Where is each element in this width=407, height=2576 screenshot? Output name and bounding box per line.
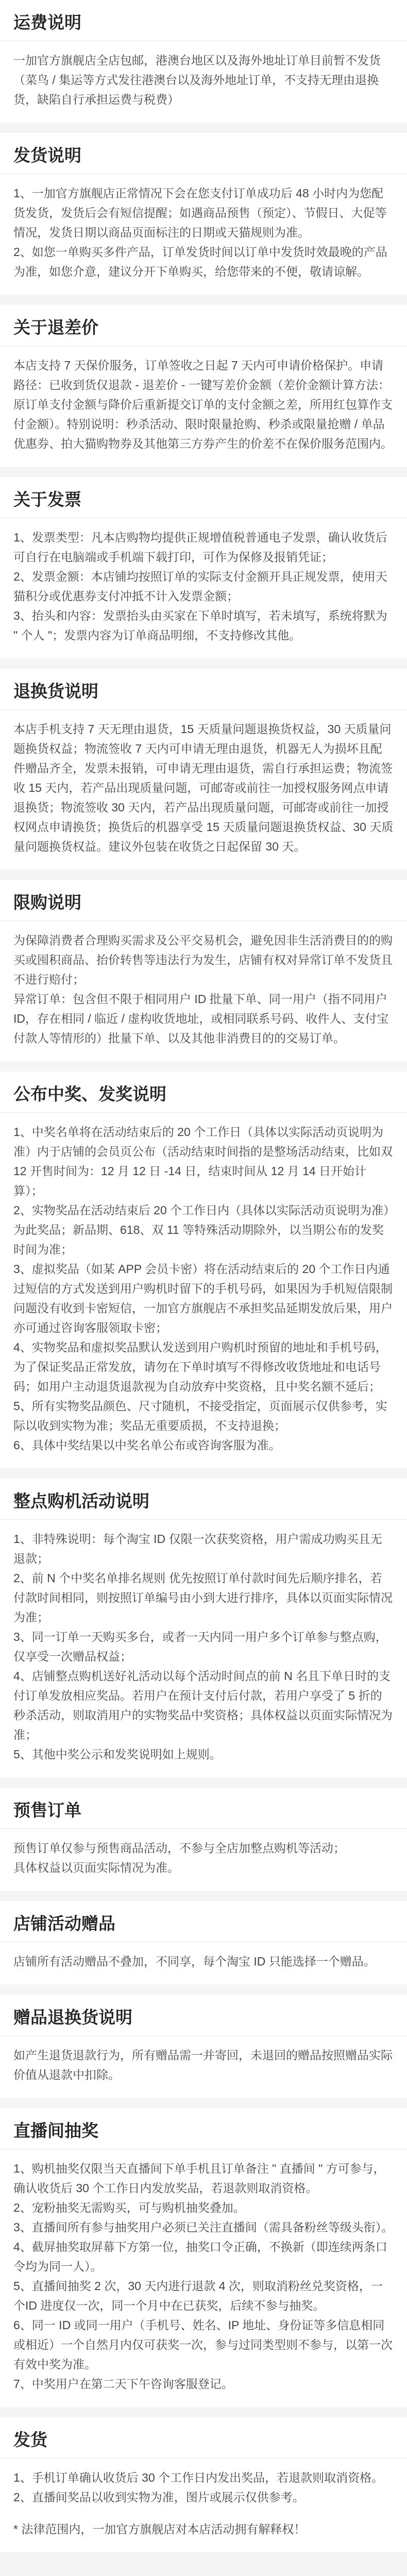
policy-section: [0, 669, 407, 870]
section-title: 退换货说明: [0, 669, 407, 710]
section-paragraph: 2、实物奖品在活动结束后 20 个工作日内（具体以实际活动页说明为准）为此奖品；新品期、618、双 11 等特殊活动期除外，以当期公布的发奖时间为准；: [13, 1204, 389, 1256]
policy-section: [0, 477, 407, 658]
section-title: 关于退差价: [0, 305, 407, 346]
section-title: 公布中奖、发奖说明: [0, 1072, 407, 1113]
section-paragraph: 一加官方旗舰店全店包邮，港澳台地区以及海外地址订单目前暂不发货（菜鸟 / 集运等方式发往港澳台以及海外地址订单，不支持无理由退换货，缺陷自行承担运费与税费）: [13, 54, 381, 106]
section-paragraph: 7、中奖用户在第二天下午咨询客服登记。: [13, 2377, 233, 2391]
section-paragraph: 具体权益以页面实际情况为准。: [13, 1861, 179, 1874]
section-paragraph: 2、发票金额：本店铺均按照订单的实际支付金额开具正规发票，使用天猫积分或优惠券支付冲抵不计入发票金额；: [13, 570, 387, 603]
section-body: [0, 2036, 407, 2098]
section-title: 发货说明: [0, 133, 407, 174]
section-title: 限购说明: [0, 880, 407, 921]
footnote: * 法律范围内，一加官方旗舰店对本店活动拥有解释权！: [13, 2522, 306, 2536]
section-paragraph: 为保障消费者合理购买需求及公平交易机会，避免因非生活消费目的的购买或囤积商品、抬价转售等违法行为发生，店铺有权对异常订单不发货且不进行赔付；: [13, 934, 393, 986]
section-title: 店铺活动赠品: [0, 1901, 407, 1942]
section-paragraph: 1、非特殊说明：每个淘宝 ID 仅限一次获奖资格，用户需成功购买且无退款；: [13, 1532, 382, 1565]
policy-section: [0, 880, 407, 1061]
section-paragraph: 1、购机抽奖仅限当天直播间下单手机且订单备注 " 直播间 " 方可参与，确认收货后 30 个工作日内发放奖品，若退款则取消资格。: [13, 2162, 385, 2195]
section-paragraph: 异常订单：包含但不限于相同用户 ID 批量下单、同一用户（指不同用户 ID，存在相同 / 临近 / 虚构收货地址，或相同联系号码、收件人、支付宝付款人等情形的）批量下单、以及其他非消费目的的交易订单。: [13, 992, 389, 1045]
section-paragraph: 1、一加官方旗舰店正常情况下会在您支付订单成功后 48 小时内为您配货发货，发货后会有短信提醒；如遇商品预售（预定）、节假日、大促等情况，发货日期以商品页面标注的日期或天猫规则为准。: [13, 187, 387, 239]
section-body: [0, 2459, 407, 2552]
policy-section: [0, 133, 407, 295]
section-body: [0, 710, 407, 870]
policy-section: [0, 0, 407, 123]
section-body: [0, 1829, 407, 1891]
section-body: [0, 174, 407, 295]
section-body: [0, 346, 407, 467]
section-paragraph: 本店支持 7 天保价服务，订单签收之日起 7 天内可申请价格保护。申请路径：已收到货仅退款 - 退差价 - 一键写差价金额（差价金额计算方法：原订单支付金额与降价后重新提交订单的支付金额之差，所用红包算作支付金额）。特别说明：秒杀活动、限时限量抢购、秒杀或限量抢赠 / 单品优惠券、拍大猫购物券及其他第三方券产生的价差不在保价服务范围内。: [13, 359, 393, 450]
section-paragraph: 5、所有实物奖品颜色、尺寸随机，不接受指定，页面展示仅供参考，实际以收到实物为准；奖品无重要质损，不支持退换；: [13, 1399, 387, 1432]
section-paragraph: 2、直播间奖品以收到实物为准，图片或展示仅供参考。: [13, 2490, 304, 2504]
policy-section: [0, 1901, 407, 1985]
section-paragraph: 店铺所有活动赠品不叠加，不同享，每个淘宝 ID 只能选择一个赠品。: [13, 1955, 376, 1968]
section-paragraph: 2、宠粉抽奖无需购买，可与购机抽奖叠加。: [13, 2201, 245, 2214]
section-title: 直播间抽奖: [0, 2108, 407, 2149]
section-paragraph: 3、同一订单一天购买多台，或者一天内同一用户多个订单参与整点购，仅享受一次赠品权益；: [13, 1630, 387, 1663]
policy-section: [0, 1479, 407, 1777]
section-body: [0, 1113, 407, 1468]
section-paragraph: 预售订单仅参与预售商品活动，不参与全店加整点购机等活动；: [13, 1841, 345, 1855]
section-paragraph: 2、前 N 个中奖名单排名规则 优先按照订单付款时间先后顺序排名，若付款时间相同，则按照订单编号由小到大进行排序，具体以页面实际情况为准；: [13, 1571, 393, 1624]
section-body: [0, 41, 407, 123]
section-body: [0, 1942, 407, 1985]
section-paragraph: 如产生退货退款行为，所有赠品需一并寄回，未退回的赠品按照赠品实际价值从退款中扣除。: [13, 2048, 393, 2081]
policy-section: [0, 2417, 407, 2552]
section-title: 赠品退换货说明: [0, 1995, 407, 2036]
section-body: [0, 2149, 407, 2407]
section-paragraph: 4、店铺整点购机送好礼活动以每个活动时间点的前 N 名且下单日时的支付订单发放相应奖品。若用户在预计支付后付款，若用户享受了 5 折的秒杀活动，则取消用户的实物奖品中奖资格；具体权益以页面实际情况为准；: [13, 1669, 393, 1741]
section-body: [0, 1520, 407, 1777]
section-title: 关于发票: [0, 477, 407, 518]
section-paragraph: 1、中奖名单将在活动结束后的 20 个工作日（具体以实际活动页说明为准）内于店铺的会员页公布（活动结束时间指的是整场活动结束，比如双 12 开售时间为：12 月 12 日 -14 日，结束时间从 12 月 14 日开始计算）；: [13, 1125, 393, 1197]
section-body: [0, 518, 407, 658]
section-paragraph: 1、发票类型：凡本店购物均提供正规增值税普通电子发票，确认收货后可自行在电脑端或手机端下载打印，可作为保修及报销凭证；: [13, 531, 387, 564]
section-title: 运费说明: [0, 0, 407, 41]
policy-section: [0, 1788, 407, 1891]
section-paragraph: 2、如您一单购买多件产品，订单发货时间以订单中发货时效最晚的产品为准，如您介意，建议分开下单购买，给您带来的不便，敬请谅解。: [13, 245, 387, 278]
section-paragraph: 3、直播间所有参与抽奖用户必须已关注直播间（需具备粉丝等级头衔）。: [13, 2221, 394, 2234]
section-paragraph: 3、抬头和内容：发票抬头由买家在下单时填写，若未填写，系统将默为 " 个人 "；发票内容为订单商品明细，不支持修改其他。: [13, 609, 387, 642]
section-paragraph: 3、虚拟奖品（如某 APP 会员卡密）将在活动结束后的 20 个工作日内通过短信的方式发送到用户购机时留下的手机号码，如果因为手机短信限制问题没有收到卡密短信，一加官方旗舰店不承担奖品延期发放后果，用户亦可通过咨询客服领取卡密；: [13, 1262, 393, 1334]
policy-section: [0, 305, 407, 467]
section-paragraph: 4、截屏抽奖取屏幕下方第一位，抽奖口令正确，不换新（即连续两条口令均为同一人）。: [13, 2240, 387, 2273]
section-paragraph: 本店手机支持 7 天无理由退货，15 天质量问题退换货权益，30 天质量问题换货权益；物流签收 7 天内可申请无理由退货，机器无人为损坏且配件赠品齐全，发票未报销，可申请无理由退货，需自行承担运费；物流签收 15 天内，若产品出现质量问题，可邮寄或前往一加授权服务网点申请退换货；物流签收 30 天内，若产品出现质量问题，可邮寄或前往一加授权网点申请换货；换货后的机器享受 15 天质量问题退换货权益、30 天质量问题换货权益。建议外包装在收货之日起保留 30 天。: [13, 722, 394, 853]
section-body: [0, 921, 407, 1061]
section-title: 整点购机活动说明: [0, 1479, 407, 1520]
section-title: 发货: [0, 2417, 407, 2459]
section-paragraph: 4、实物奖品和虚拟奖品默认发送到用户购机时预留的地址和手机号码，为了保证奖品正常发放，请勿在下单时填写不得修改收货地址和电话号码；如用户主动退货退款视为自动放弃中奖资格，且中奖名额不延后；: [13, 1341, 387, 1393]
section-paragraph: 1、手机订单确认收货后 30 个工作日内发出奖品，若退款则取消资格。: [13, 2471, 384, 2484]
policy-section: [0, 1995, 407, 2098]
section-title: 预售订单: [0, 1788, 407, 1829]
section-paragraph: 6、具体中奖结果以中奖名单公布或咨询客服为准。: [13, 1438, 281, 1452]
section-paragraph: 5、其他中奖公示和发奖说明如上规则。: [13, 1748, 222, 1761]
section-paragraph: 5、直播间抽奖 2 次，30 天内进行退款 4 次，则取消粉丝兑奖资格，一个ID 进度仅一次，同一个月中在已获奖，后续不参与抽奖。: [13, 2279, 383, 2312]
policy-section: [0, 1072, 407, 1468]
section-paragraph: 6、同一 ID 或同一用户（手机号、姓名、IP 地址、身份证等多信息相同或相近）一个自然月内仅可获奖一次，参与过同类型则不参与，以第一次有效中奖为准。: [13, 2318, 393, 2371]
policy-section: [0, 2108, 407, 2407]
